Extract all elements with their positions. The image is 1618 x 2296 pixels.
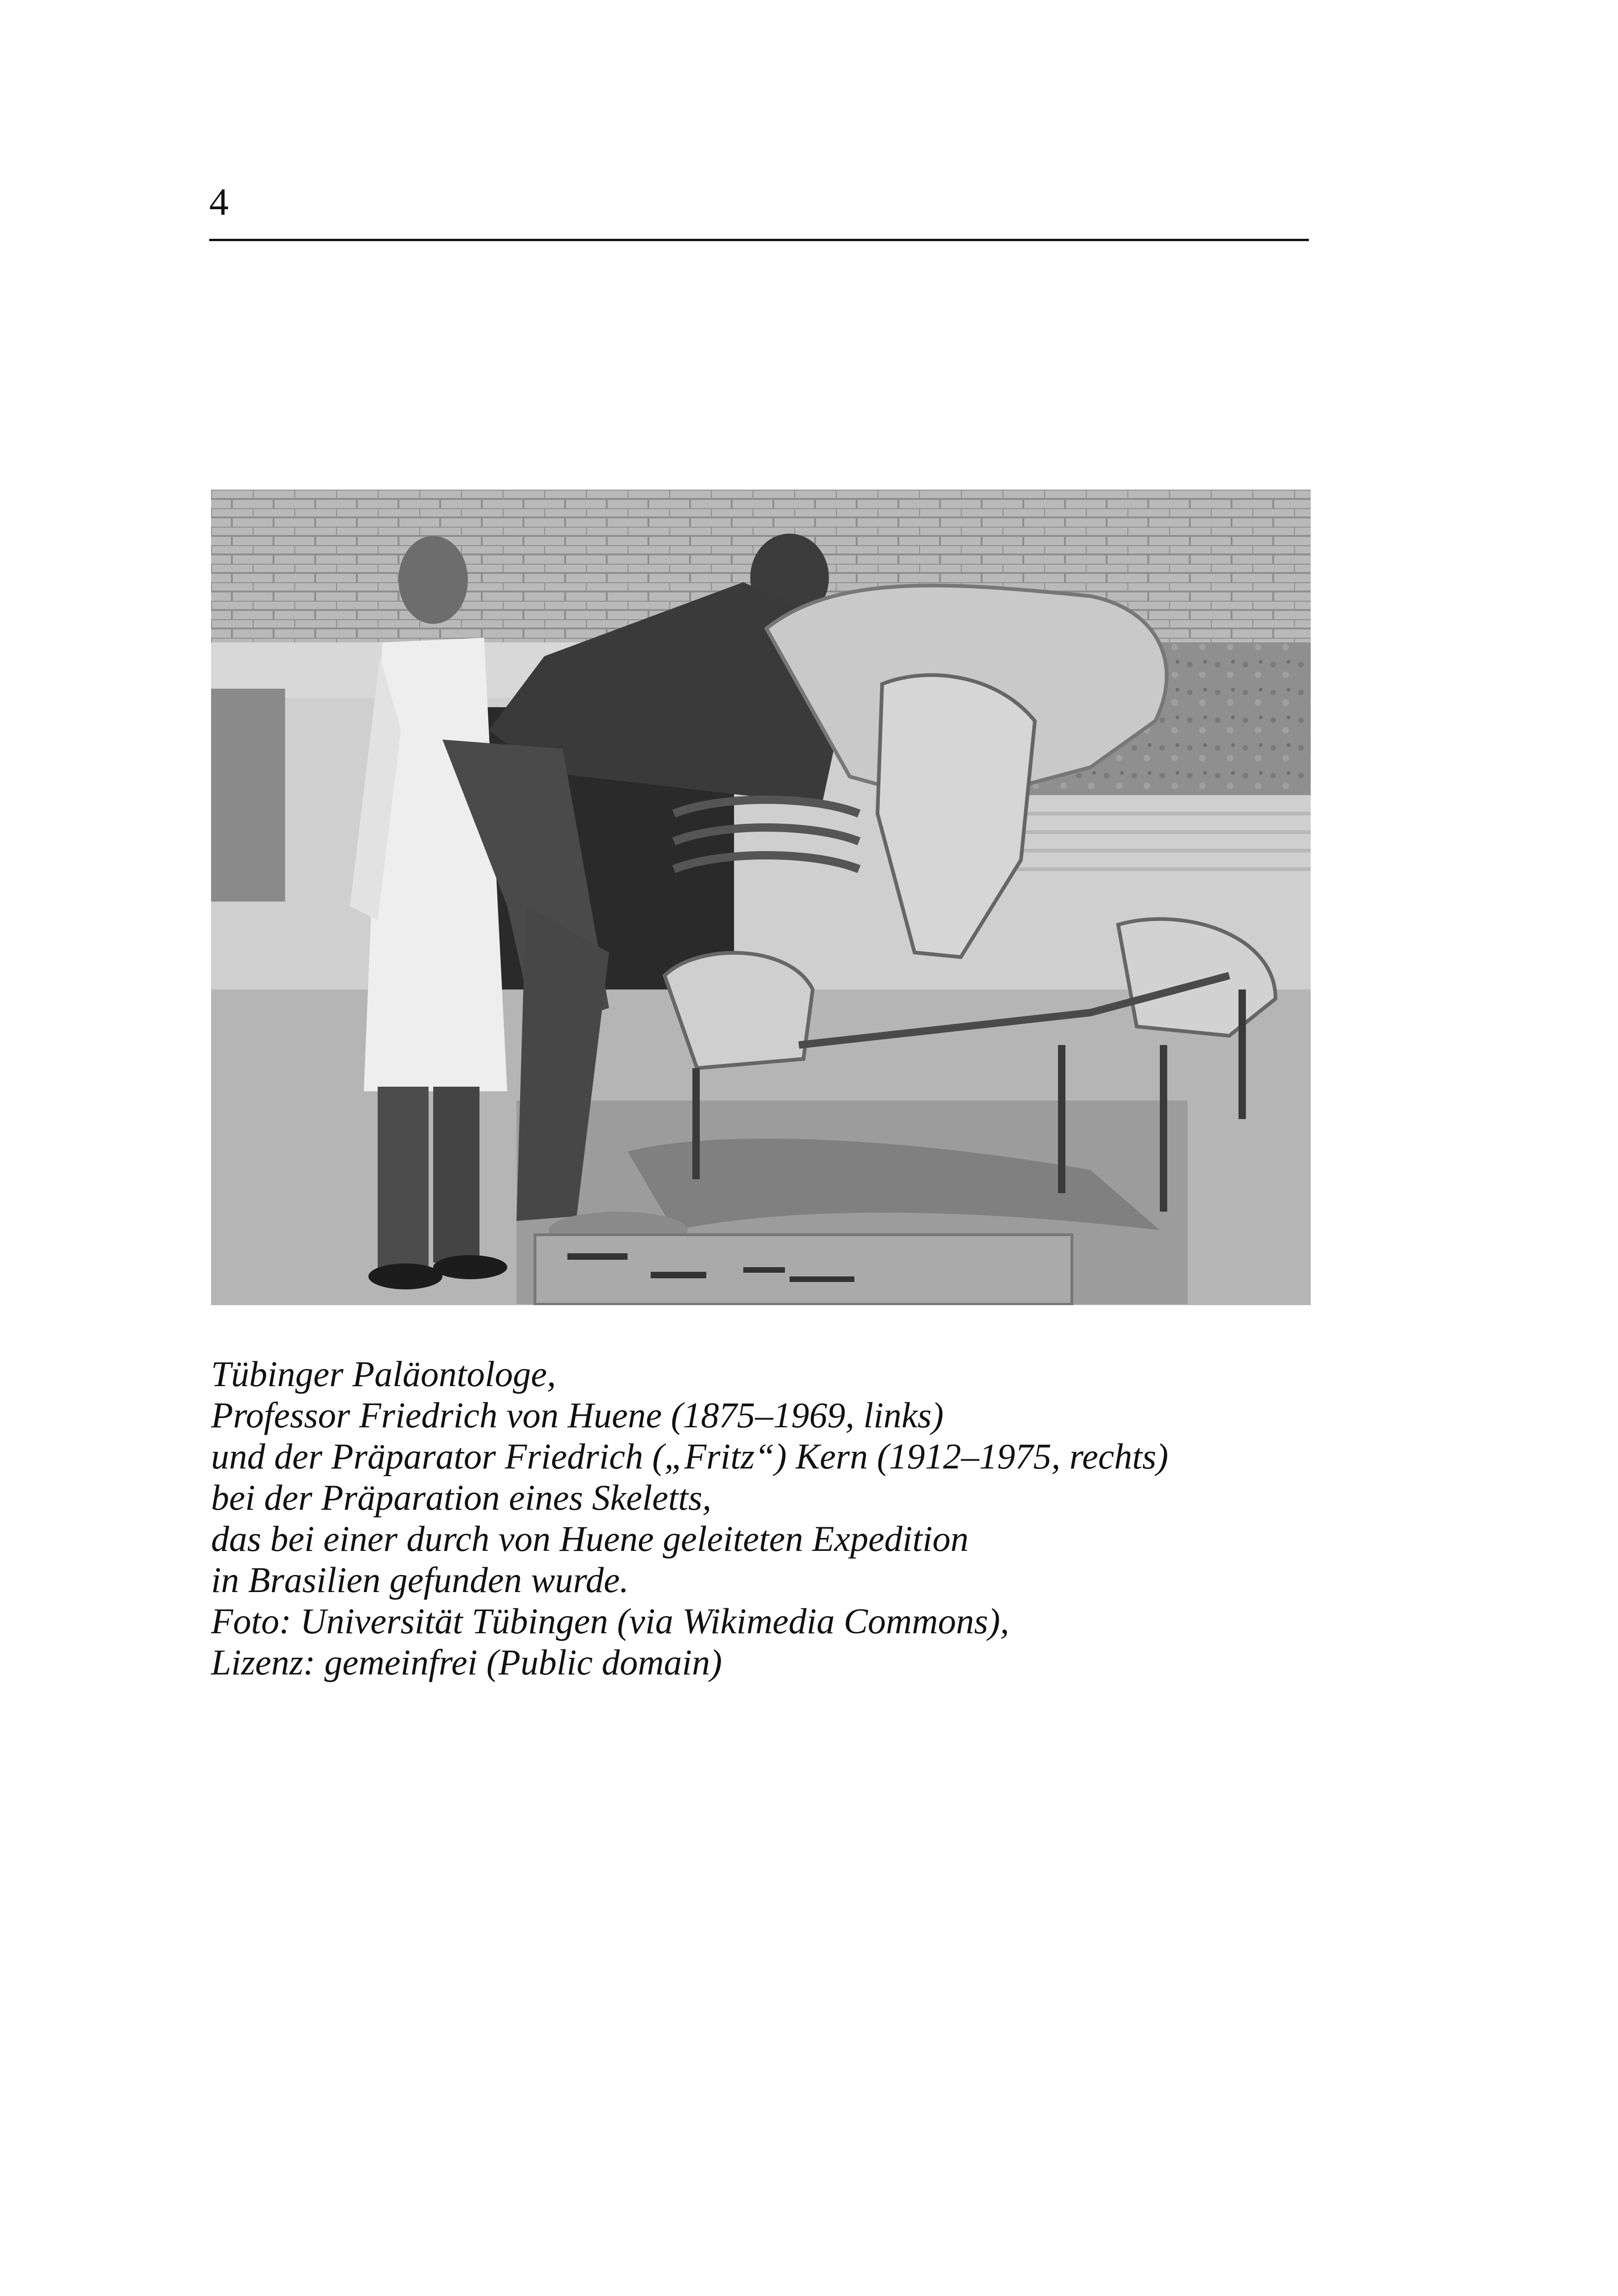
header-rule [209,239,1309,241]
figure-photo [211,490,1311,1305]
caption-line: das bei einer durch von Huene geleiteten Expedition [211,1518,969,1559]
caption-line: bei der Präparation eines Skeletts, [211,1477,711,1518]
caption-line: Lizenz: gemeinfrei (Public domain) [211,1642,722,1682]
figure-caption [211,1353,1414,1683]
caption-line: in Brasilien gefunden wurde. [211,1560,629,1600]
caption-line: Foto: Universität Tübingen (via Wikimedia Commons), [211,1601,1009,1641]
caption-line: und der Präparator Friedrich („Fritz“) Kern (1912–1975, rechts) [211,1436,1169,1476]
page-number: 4 [209,180,229,224]
caption-line: Tübinger Paläontologe, [211,1354,556,1394]
caption-line: Professor Friedrich von Huene (1875–1969, links) [211,1395,944,1435]
